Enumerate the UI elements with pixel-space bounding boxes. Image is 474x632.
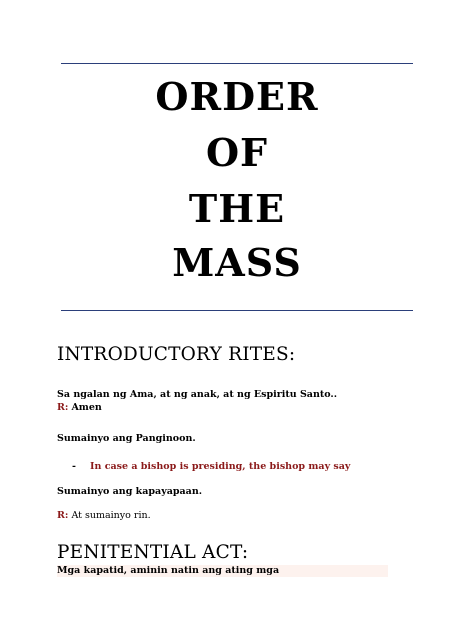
response-line (57, 510, 151, 522)
amen-response (57, 402, 102, 414)
title-line-mass: MASS (172, 240, 302, 285)
top-divider-line (61, 63, 413, 64)
title-line-the: THE (188, 186, 286, 231)
greeting-text: Sumainyo ang Panginoon. (57, 433, 196, 444)
title-line-of: OF (205, 130, 269, 175)
peace-greeting-text: Sumainyo ang kapayapaan. (57, 486, 203, 497)
response-text: At sumainyo rin. (71, 510, 151, 521)
response-label: R: (57, 510, 69, 521)
section-heading-introductory-rites: INTRODUCTORY RITES: (57, 344, 296, 365)
sign-of-cross-text: Sa ngalan ng Ama, at ng anak, at ng Espiritu Santo.. (57, 389, 338, 400)
bottom-divider-line (61, 310, 413, 311)
penitential-text: Mga kapatid, aminin natin ang ating mga (57, 565, 388, 577)
section-heading-penitential-act: PENITENTIAL ACT: (57, 542, 249, 563)
bishop-rubric-text: In case a bishop is presiding, the bishop may say (90, 461, 351, 472)
title-line-order: ORDER (155, 74, 319, 119)
bishop-rubric (72, 461, 350, 473)
bullet-dash: - (72, 461, 76, 472)
amen-text: Amen (71, 402, 102, 413)
response-label: R: (57, 402, 69, 413)
